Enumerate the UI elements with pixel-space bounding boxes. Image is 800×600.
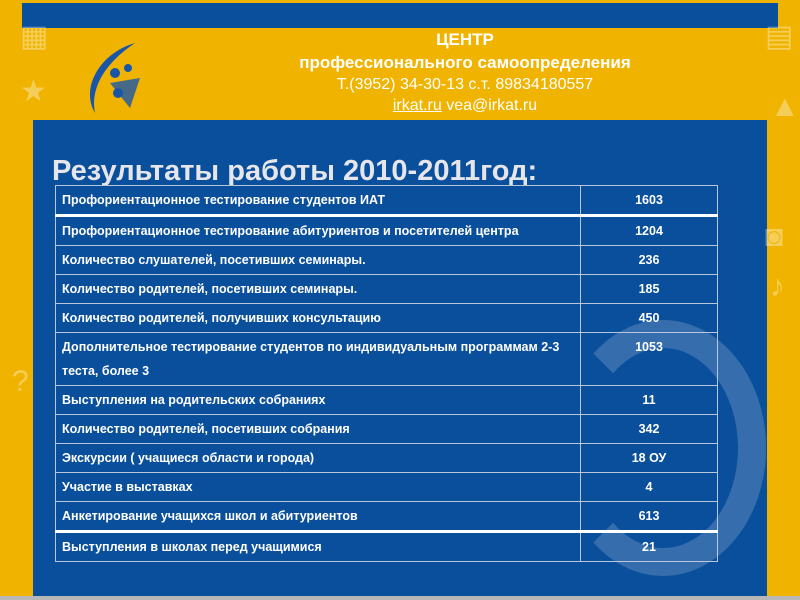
row-value: 450 [581, 304, 718, 333]
row-label: Количество родителей, посетивших семинары. [56, 275, 581, 304]
row-value: 613 [581, 502, 718, 532]
table-row [56, 473, 718, 502]
row-label: Выступления на родительских собраниях [56, 386, 581, 415]
top-band [22, 3, 778, 28]
table-row [56, 333, 718, 386]
star-icon: ★ [20, 75, 47, 108]
table-row [56, 186, 718, 216]
row-label: Выступления в школах перед учащимися [56, 532, 581, 562]
rocket-icon: ▲ [770, 90, 800, 123]
calculator-icon: ▦ [20, 20, 49, 53]
row-value: 236 [581, 246, 718, 275]
table-row [56, 304, 718, 333]
row-label: Профориентационное тестирование студентов ИАТ [56, 186, 581, 216]
music-note-icon: ♪ [770, 270, 785, 303]
row-value: 18 ОУ [581, 444, 718, 473]
site-link[interactable]: irkat.ru [392, 97, 442, 114]
row-value: 342 [581, 415, 718, 444]
table-row [56, 532, 718, 562]
row-value: 21 [581, 532, 718, 562]
header-phone: Т.(3952) 34-30-13 с.т. 89834180557 [336, 76, 594, 93]
row-label: Экскурсии ( учащиеся области и города) [56, 444, 581, 473]
row-label: Дополнительное тестирование студентов по индивидуальным программам 2-3 теста, более 3 [56, 333, 581, 386]
row-label: Анкетирование учащихся школ и абитуриентов [56, 502, 581, 532]
row-label: Участие в выставках [56, 473, 581, 502]
row-label: Количество слушателей, посетивших семинары. [56, 246, 581, 275]
header [230, 28, 700, 116]
camera-icon: ◙ [765, 220, 784, 253]
results-table [55, 185, 718, 562]
table-row [56, 444, 718, 473]
row-label: Количество родителей, получивших консультацию [56, 304, 581, 333]
row-label: Количество родителей, посетивших собрания [56, 415, 581, 444]
row-value: 1603 [581, 186, 718, 216]
table-row [56, 275, 718, 304]
logo-icon [80, 38, 150, 118]
row-label: Профориентационное тестирование абитуриентов и посетителей центра [56, 216, 581, 246]
table-row [56, 246, 718, 275]
slide-title: Результаты работы 2010-2011год: [52, 155, 538, 187]
row-value: 1053 [581, 333, 718, 386]
header-title: ЦЕНТР [436, 30, 494, 49]
row-value: 11 [581, 386, 718, 415]
palette-icon: ▤ [765, 20, 794, 53]
row-value: 4 [581, 473, 718, 502]
row-value: 185 [581, 275, 718, 304]
email: vea@irkat.ru [446, 97, 538, 114]
row-value: 1204 [581, 216, 718, 246]
header-subtitle: профессионального самоопределения [299, 53, 631, 72]
table-row [56, 216, 718, 246]
table-row [56, 502, 718, 532]
question-icon: ? [12, 365, 29, 398]
bottom-edge [0, 596, 800, 600]
table-row [56, 386, 718, 415]
table-row [56, 415, 718, 444]
